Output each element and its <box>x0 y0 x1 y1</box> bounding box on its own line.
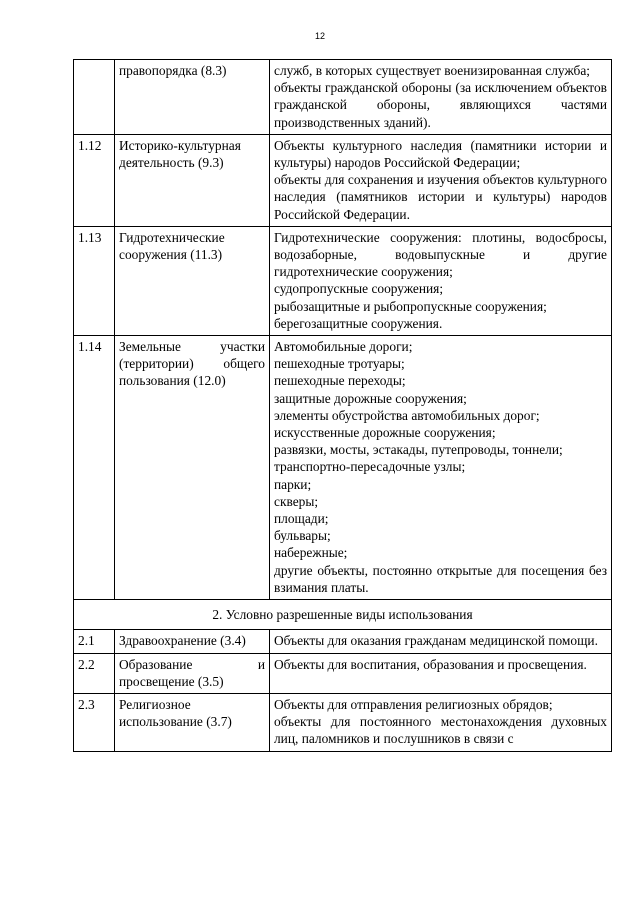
use-kind: Земельные участки (территории) общего пользования (12.0) <box>115 336 270 600</box>
table-row <box>74 630 612 653</box>
object-line: площади; <box>274 511 329 527</box>
permitted-objects <box>270 630 612 653</box>
object-line: Автомобильные дороги; <box>274 339 413 355</box>
object-line: Объекты для отправления религиозных обрядов; <box>274 696 553 712</box>
object-line: объекты для сохранения и изучения объектов культурного наследия (памятников истории и культуры) народов Российской Федерации. <box>274 172 607 222</box>
object-line: объекты гражданской обороны (за исключением объектов гражданской обороны, являющихся частями производственных зданий). <box>274 80 607 130</box>
permitted-objects <box>270 60 612 135</box>
row-number: 2.3 <box>74 693 115 751</box>
object-line: скверы; <box>274 493 319 509</box>
permitted-objects <box>270 693 612 751</box>
object-line: Объекты культурного наследия (памятники истории и культуры) народов Российской Федерации; <box>274 137 607 171</box>
object-line: парки; <box>274 476 312 492</box>
use-kind: Образование и просвещение (3.5) <box>115 653 270 693</box>
row-number: 2.1 <box>74 630 115 653</box>
object-line: транспортно-пересадочные узлы; <box>274 459 466 475</box>
table-row <box>74 134 612 226</box>
permitted-objects <box>270 336 612 600</box>
object-line: пешеходные переходы; <box>274 373 406 389</box>
table-row <box>74 60 612 135</box>
object-line: защитные дорожные сооружения; <box>274 390 467 406</box>
land-use-table <box>73 59 612 752</box>
permitted-objects <box>270 134 612 226</box>
object-line: искусственные дорожные сооружения; <box>274 425 496 441</box>
use-kind: Религиозное использование (3.7) <box>115 693 270 751</box>
object-line: Гидротехнические сооружения: плотины, водосбросы, водозаборные, водовыпускные и другие гидротехнические сооружения; <box>274 229 607 280</box>
table-row <box>74 226 612 335</box>
row-number: 1.13 <box>74 226 115 335</box>
section-heading-row <box>74 600 612 630</box>
row-number: 1.12 <box>74 134 115 226</box>
object-line: рыбозащитные и рыбопропускные сооружения; <box>274 298 547 314</box>
use-kind: Здравоохранение (3.4) <box>115 630 270 653</box>
object-line: Объекты для воспитания, образования и просвещения. <box>274 656 587 672</box>
object-line: элементы обустройства автомобильных дорог; <box>274 407 540 423</box>
object-line: развязки, мосты, эстакады, путепроводы, тоннели; <box>274 442 563 458</box>
use-kind: Историко-культурная деятельность (9.3) <box>115 134 270 226</box>
permitted-objects <box>270 653 612 693</box>
row-number: 2.2 <box>74 653 115 693</box>
object-line: судопропускные сооружения; <box>274 281 444 297</box>
object-line: объекты для постоянного местонахождения духовных лиц, паломников и послушников в связи с <box>274 714 607 747</box>
table-row <box>74 336 612 600</box>
object-line: набережные; <box>274 545 348 561</box>
use-kind: правопорядка (8.3) <box>115 60 270 135</box>
permitted-objects <box>270 226 612 335</box>
row-number <box>74 60 115 135</box>
table-row <box>74 653 612 693</box>
object-line: Объекты для оказания гражданам медицинской помощи. <box>274 633 598 649</box>
object-line: другие объекты, постоянно открытые для посещения без взимания платы. <box>274 562 607 595</box>
object-line: бульвары; <box>274 528 331 544</box>
object-line: берегозащитные сооружения. <box>274 315 443 331</box>
object-line: служб, в которых существует военизированная служба; <box>274 63 590 78</box>
page-number: 12 <box>314 31 325 41</box>
row-number: 1.14 <box>74 336 115 600</box>
section-title: 2. Условно разрешенные виды использования <box>74 600 612 630</box>
object-line: пешеходные тротуары; <box>274 356 405 372</box>
table-row <box>74 693 612 751</box>
use-kind: Гидротехнические сооружения (11.3) <box>115 226 270 335</box>
